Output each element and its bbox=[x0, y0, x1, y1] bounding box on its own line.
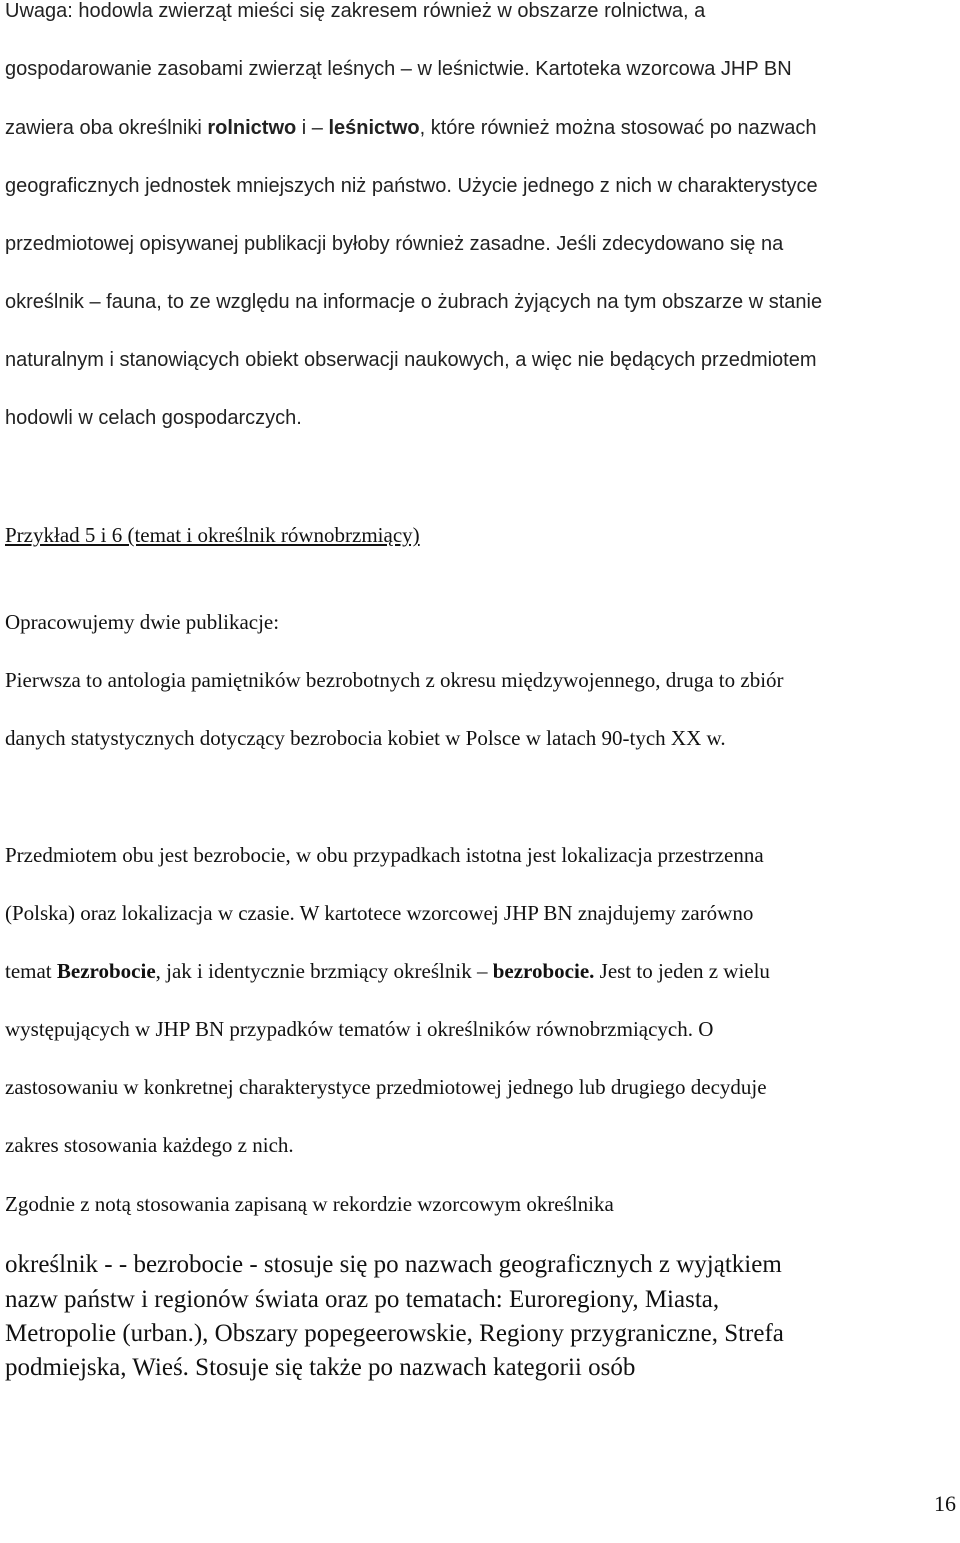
paragraph-1-line-4: geograficznych jednostek mniejszych niż państwo. Użycie jednego z nich w charakterystyce bbox=[5, 175, 818, 197]
page-number: 16 bbox=[934, 1491, 956, 1516]
example-description-line-2: danych statystycznych dotyczący bezrobocia kobiet w Polsce w latach 90-tych XX w. bbox=[5, 726, 726, 750]
paragraph-3-line-6: zakres stosowania każdego z nich. bbox=[5, 1133, 294, 1157]
paragraph-1-line-3: zawiera oba określniki rolnictwo i – leśnictwo, które również można stosować po nazwach bbox=[5, 117, 817, 139]
note-line-1: określnik - - bezrobocie - stosuje się po nazwach geograficznych z wyjątkiem bbox=[5, 1251, 782, 1278]
paragraph-1-line-7: naturalnym i stanowiących obiekt obserwacji naukowych, a więc nie będących przedmiotem bbox=[5, 349, 817, 371]
paragraph-3-line-3: temat Bezrobocie, jak i identycznie brzmiący określnik – bezrobocie. Jest to jeden z wielu bbox=[5, 959, 770, 983]
note-line-2: nazw państw i regionów świata oraz po tematach: Euroregiony, Miasta, bbox=[5, 1286, 720, 1313]
term-lesnictwo: leśnictwo bbox=[328, 117, 420, 139]
term-bezrobocie-topic: Bezrobocie bbox=[56, 959, 156, 983]
paragraph-1-line-5: przedmiotowej opisywanej publikacji byłoby również zasadne. Jeśli zdecydowano się na bbox=[5, 233, 784, 255]
term-bezrobocie-subdivision: bezrobocie. bbox=[492, 959, 595, 983]
paragraph-3-line-4: występujących w JHP BN przypadków tematów i określników równobrzmiących. O bbox=[5, 1017, 714, 1041]
example-intro: Opracowujemy dwie publikacje: bbox=[5, 610, 280, 634]
paragraph-1-line-1: Uwaga: hodowla zwierząt mieści się zakresem również w obszarze rolnictwa, a bbox=[5, 0, 706, 22]
example-description-line-1: Pierwsza to antologia pamiętników bezrobotnych z okresu międzywojennego, druga to zbiór bbox=[5, 668, 784, 692]
paragraph-1-line-8: hodowli w celach gospodarczych. bbox=[5, 407, 302, 429]
paragraph-1-line-6: określnik – fauna, to ze względu na informacje o żubrach żyjących na tym obszarze w stanie bbox=[5, 291, 823, 313]
example-heading: Przykład 5 i 6 (temat i określnik równobrzmiący) bbox=[5, 523, 420, 547]
note-line-4: podmiejska, Wieś. Stosuje się także po nazwach kategorii osób bbox=[5, 1354, 636, 1381]
term-rolnictwo: rolnictwo bbox=[207, 117, 297, 139]
paragraph-3-line-2: (Polska) oraz lokalizacja w czasie. W kartotece wzorcowej JHP BN znajdujemy zarówno bbox=[5, 901, 754, 925]
note-intro: Zgodnie z notą stosowania zapisaną w rekordzie wzorcowym określnika bbox=[5, 1192, 614, 1216]
paragraph-3-line-1: Przedmiotem obu jest bezrobocie, w obu przypadkach istotna jest lokalizacja przestrzenna bbox=[5, 843, 764, 867]
paragraph-3-line-5: zastosowaniu w konkretnej charakterystyce przedmiotowej jednego lub drugiego decyduje bbox=[5, 1075, 767, 1099]
paragraph-1-line-2: gospodarowanie zasobami zwierząt leśnych – w leśnictwie. Kartoteka wzorcowa JHP BN bbox=[5, 58, 792, 80]
note-line-3: Metropolie (urban.), Obszary popegeerowskie, Regiony przygraniczne, Strefa bbox=[5, 1320, 784, 1347]
